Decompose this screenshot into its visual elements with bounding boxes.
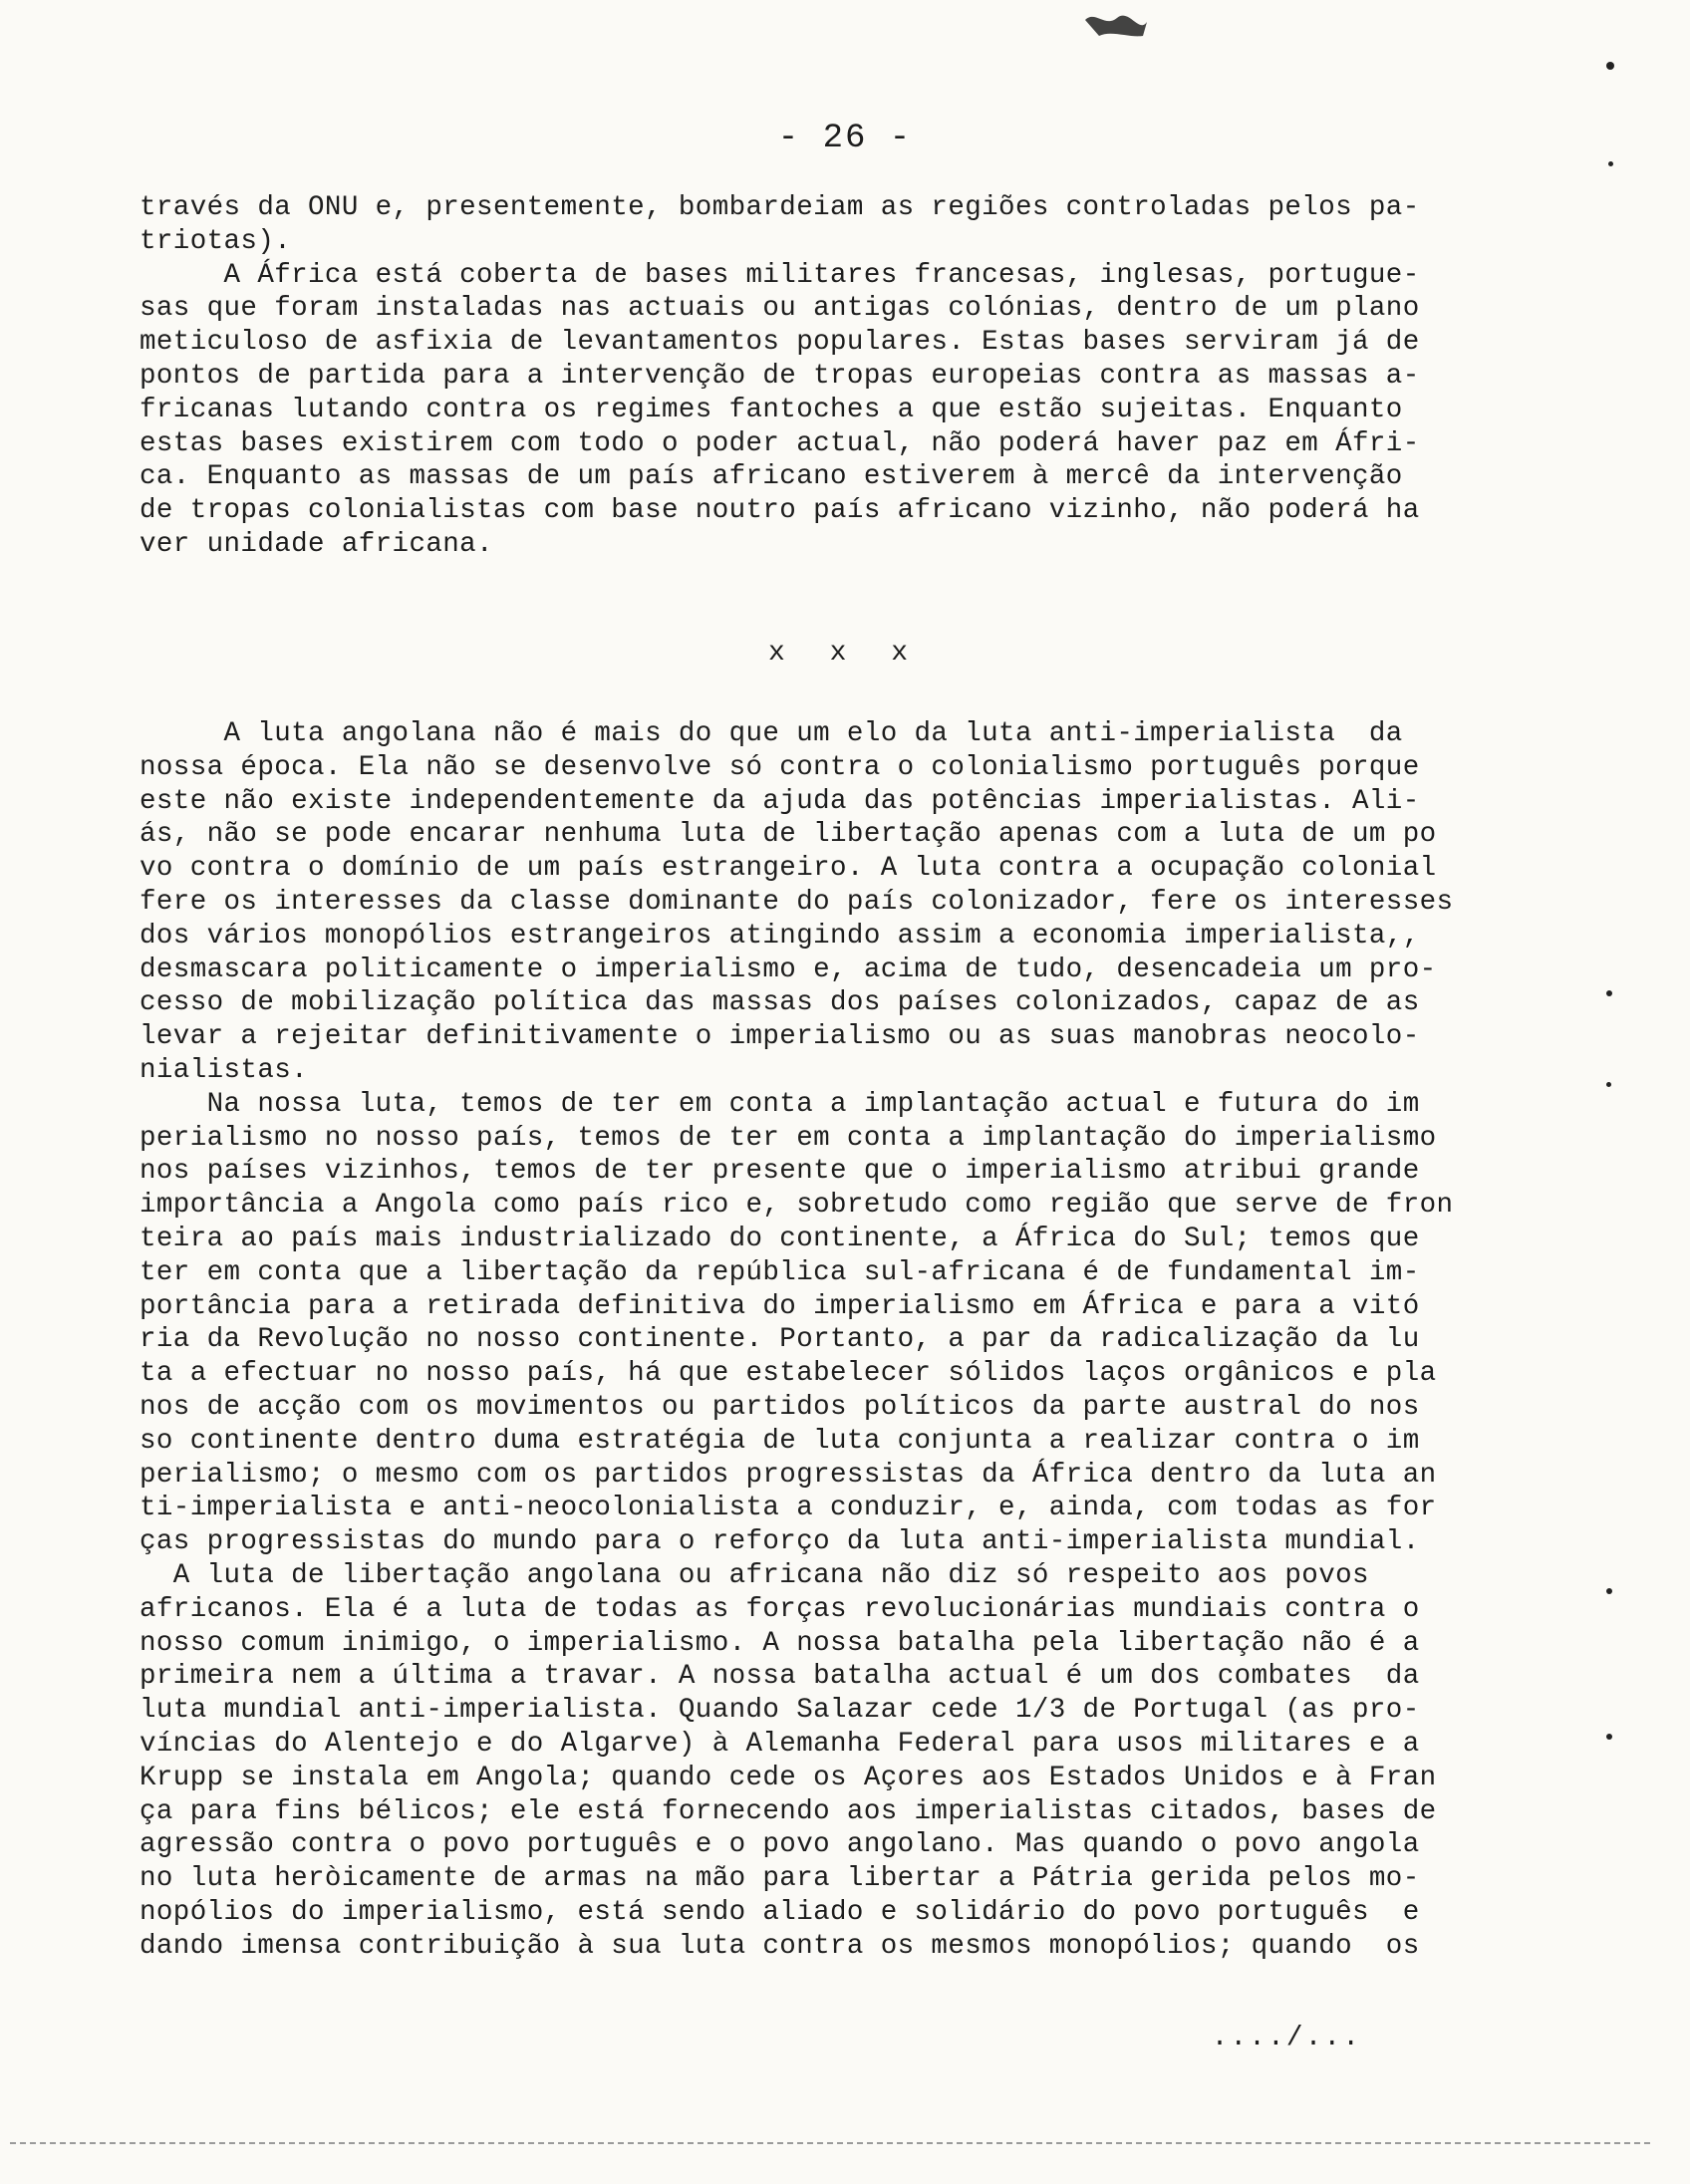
text-line: nossa época. Ela não se desenvolve só contra o colonialismo português porque [140,751,1420,783]
text-line: ca. Enquanto as massas de um país africano estiverem à mercê da intervenção [140,461,1403,493]
text-line: dos vários monopólios estrangeiros atingindo assim a economia imperialista,, [140,920,1420,952]
margin-mark [1606,1588,1612,1594]
text-line: meticuloso de asfixia de levantamentos populares. Estas bases serviram já de [140,327,1420,359]
text-line: agressão contra o povo português e o povo angolano. Mas quando o povo angola [140,1829,1420,1861]
text-line: ter em conta que a libertação da república sul-africana é de fundamental im- [140,1256,1420,1288]
continuation-mark: ..../... [1211,2023,1361,2053]
section-separator: x x x [767,638,922,669]
text-line: perialismo no nosso país, temos de ter em conta a implantação do imperialismo [140,1122,1437,1154]
text-line: fricanas lutando contra os regimes fantoches a que estão sujeitas. Enquanto [140,394,1403,425]
text-line: perialismo; o mesmo com os partidos progressistas da África dentro da luta an [140,1459,1437,1491]
margin-mark [1606,990,1612,996]
text-line: Na nossa luta, temos de ter em conta a implantação actual e futura do im [140,1088,1420,1120]
text-line: nos de acção com os movimentos ou partidos políticos da parte austral do nos [140,1391,1420,1423]
text-line: ás, não se pode encarar nenhuma luta de libertação apenas com a luta de um po [140,819,1437,851]
text-line: dando imensa contribuição à sua luta contra os mesmos monopólios; quando os [140,1930,1420,1962]
text-line: víncias do Alentejo e do Algarve) à Alemanha Federal para usos militares e a [140,1728,1420,1760]
text-line: través da ONU e, presentemente, bombardeiam as regiões controladas pelos pa- [140,192,1420,223]
text-line: africanos. Ela é a luta de todas as forças revolucionárias mundiais contra o [140,1593,1420,1625]
text-line: ças progressistas do mundo para o reforço da luta anti-imperialista mundial. [140,1526,1420,1558]
text-line: fere os interesses da classe dominante do país colonizador, fere os interesses [140,886,1454,918]
ink-smudge [1081,8,1151,42]
paragraph-top [140,191,1420,562]
text-line: nialistas. [140,1054,309,1086]
text-line: no luta heròicamente de armas na mão para libertar a Pátria gerida pelos mo- [140,1863,1420,1895]
text-line: ça para fins bélicos; ele está fornecendo aos imperialistas citados, bases de [140,1795,1437,1827]
page-number: - 26 - [777,120,913,157]
paragraph-main [140,717,1454,1963]
text-line: este não existe independentemente da ajuda das potências imperialistas. Ali- [140,785,1420,817]
text-line: vo contra o domínio de um país estrangeiro. A luta contra a ocupação colonial [140,853,1437,885]
text-line: nopólios do imperialismo, está sendo aliado e solidário do povo português e [140,1896,1420,1928]
text-line: primeira nem a última a travar. A nossa batalha actual é um dos combates da [140,1661,1420,1693]
text-line: A luta de libertação angolana ou africana não diz só respeito aos povos [140,1559,1369,1591]
margin-mark [1606,1734,1612,1740]
text-line: nosso comum inimigo, o imperialismo. A nossa batalha pela libertação não é a [140,1627,1420,1659]
text-line: A África está coberta de bases militares francesas, inglesas, portugue- [140,259,1420,291]
margin-mark [1606,1082,1611,1087]
text-line: Krupp se instala em Angola; quando cede os Açores aos Estados Unidos e à Fran [140,1762,1437,1793]
text-line: nos países vizinhos, temos de ter presente que o imperialismo atribui grande [140,1156,1420,1188]
text-line: so continente dentro duma estratégia de luta conjunta a realizar contra o im [140,1425,1420,1457]
text-line: levar a rejeitar definitivamente o imperialismo ou as suas manobras neocolo- [140,1021,1420,1053]
text-line: ta a efectuar no nosso país, há que estabelecer sólidos laços orgânicos e pla [140,1358,1437,1390]
text-line: triotas). [140,225,292,257]
text-line: desmascara politicamente o imperialismo e, acima de tudo, desencadeia um pro- [140,954,1437,985]
bottom-divider [10,2142,1650,2144]
text-line: ver unidade africana. [140,528,493,560]
text-line: sas que foram instaladas nas actuais ou antigas colónias, dentro de um plano [140,293,1420,325]
text-line: ria da Revolução no nosso continente. Portanto, a par da radicalização da lu [140,1324,1420,1356]
text-line: de tropas colonialistas com base noutro país africano vizinho, não poderá ha [140,495,1420,527]
text-line: pontos de partida para a intervenção de tropas europeias contra as massas a- [140,360,1420,392]
margin-mark [1608,161,1613,166]
text-line: importância a Angola como país rico e, sobretudo como região que serve de fron [140,1190,1454,1222]
text-line: estas bases existirem com todo o poder actual, não poderá haver paz em Áfri- [140,427,1420,459]
text-line: cesso de mobilização política das massas dos países colonizados, capaz de as [140,987,1420,1019]
text-line: teira ao país mais industrializado do continente, a África do Sul; temos que [140,1223,1420,1254]
text-line: luta mundial anti-imperialista. Quando Salazar cede 1/3 de Portugal (as pro- [140,1695,1420,1727]
margin-mark [1606,62,1614,70]
text-line: portância para a retirada definitiva do imperialismo em África e para a vitó [140,1290,1420,1322]
text-line: A luta angolana não é mais do que um elo da luta anti-imperialista da [140,718,1403,749]
text-line: ti-imperialista e anti-neocolonialista a conduzir, e, ainda, com todas as for [140,1493,1437,1524]
